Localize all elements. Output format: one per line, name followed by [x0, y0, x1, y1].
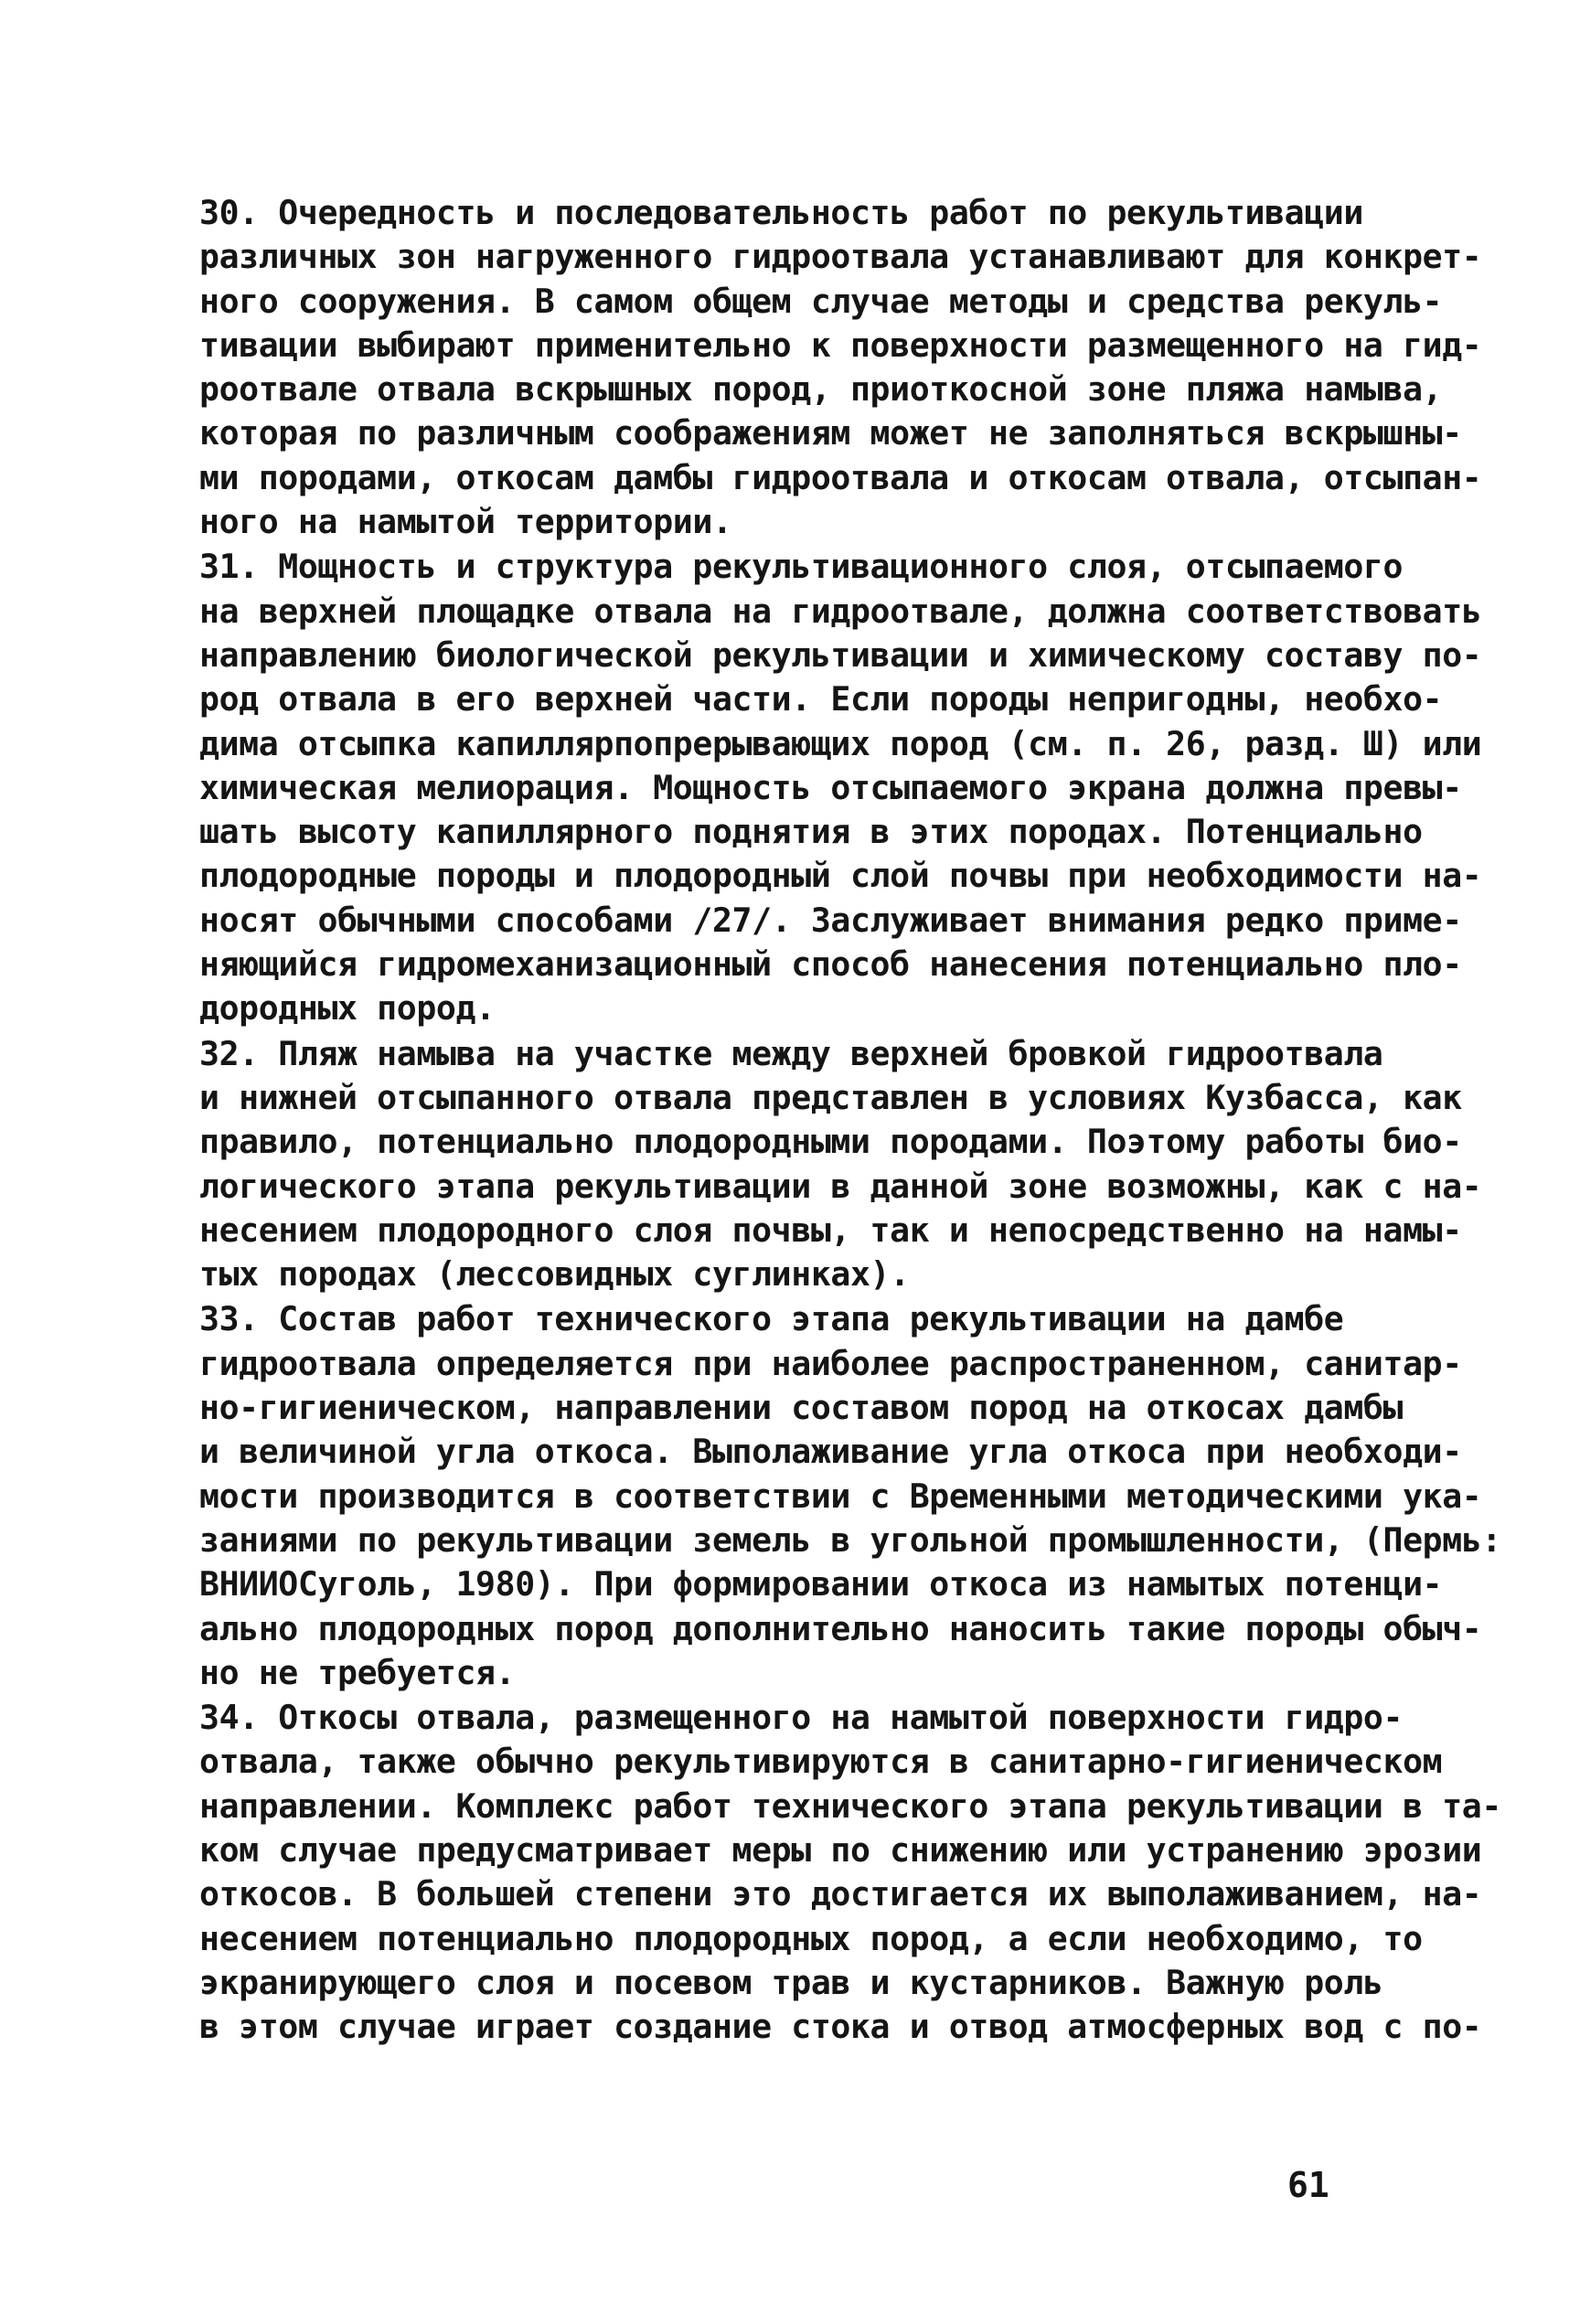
- text-line: тых породах (лессовидных суглинках).: [199, 1254, 910, 1295]
- text-line: заниями по рекультивации земель в угольной промышленности, (Пермь:: [199, 1519, 1501, 1560]
- text-line: 31. Мощность и структура рекультивационного слоя, отсыпаемого: [199, 547, 1404, 587]
- text-line: дородных пород.: [199, 988, 496, 1029]
- text-line: шать высоту капиллярного поднятия в этих породах. Потенциально: [199, 812, 1423, 852]
- paragraph-30: [199, 191, 1482, 544]
- text-line: направлению биологической рекультивации и химическому составу по-: [199, 634, 1482, 675]
- paragraph-33: [199, 1297, 1501, 1695]
- text-line: но-гигиеническом, направлении составом пород на откосах дамбы: [199, 1388, 1404, 1428]
- text-line: носят обычными способами /27/. Заслуживает внимания редко приме-: [199, 900, 1462, 940]
- text-line: ного сооружения. В самом общем случае методы и средства рекуль-: [199, 281, 1443, 321]
- text-line: тивации выбирают применительно к поверхности размещенного на гид-: [199, 325, 1482, 365]
- text-line: 32. Пляж намыва на участке между верхней бровкой гидроотвала: [199, 1033, 1383, 1073]
- text-line: ми породами, откосам дамбы гидроотвала и откосам отвала, отсыпан-: [199, 457, 1482, 497]
- text-line: 33. Состав работ технического этапа рекультивации на дамбе: [199, 1299, 1344, 1339]
- text-line: род отвала в его верхней части. Если породы непригодны, необхо-: [199, 679, 1443, 720]
- text-line: мости производится в соответствии с Временными методическими ука-: [199, 1476, 1482, 1516]
- text-line: на верхней площадке отвала на гидроотвале, должна соответствовать: [199, 591, 1482, 631]
- text-line: химическая мелиорация. Мощность отсыпаемого экрана должна превы-: [199, 767, 1462, 807]
- text-line: ально плодородных пород дополнительно наносить такие породы обыч-: [199, 1608, 1482, 1648]
- text-line: отвала, также обычно рекультивируются в санитарно-гигиеническом: [199, 1742, 1443, 1782]
- text-line: которая по различным соображениям может не заполняться вскрышны-: [199, 413, 1462, 453]
- text-line: логического этапа рекультивации в данной зоне возможны, как с на-: [199, 1166, 1482, 1206]
- text-line: в этом случае играет создание стока и отвод атмосферных вод с по-: [199, 2007, 1482, 2047]
- text-line: направлении. Комплекс работ технического этапа рекультивации в та-: [199, 1786, 1501, 1826]
- paragraph-34: [199, 1696, 1501, 2049]
- document-body: [199, 190, 1501, 2049]
- text-line: но не требуется.: [199, 1652, 516, 1692]
- text-line: дима отсыпка капиллярпопрерывающих пород (см. п. 26, разд. Ш) или: [199, 723, 1482, 763]
- page-number: 61: [1287, 2165, 1329, 2205]
- text-line: 30. Очередность и последовательность работ по рекультивации: [199, 193, 1363, 232]
- text-line: ВНИИОСуголь, 1980). При формировании откоса из намытых потенци-: [199, 1564, 1443, 1604]
- text-line: несением потенциально плодородных пород, а если необходимо, то: [199, 1918, 1423, 1958]
- text-line: ного на намытой территории.: [199, 502, 732, 542]
- paragraph-32: [199, 1032, 1482, 1297]
- text-line: правило, потенциально плодородными породами. Поэтому работы био-: [199, 1122, 1462, 1162]
- text-line: откосов. В большей степени это достигается их выполаживанием, на-: [199, 1874, 1482, 1914]
- text-line: ком случае предусматривает меры по снижению или устранению эрозии: [199, 1829, 1482, 1870]
- paragraph-31: [199, 545, 1482, 1030]
- text-line: несением плодородного слоя почвы, так и непосредственно на намы-: [199, 1210, 1462, 1250]
- text-line: 34. Откосы отвала, размещенного на намытой поверхности гидро-: [199, 1698, 1404, 1738]
- text-line: экранирующего слоя и посевом трав и кустарников. Важную роль: [199, 1962, 1383, 2002]
- text-line: няющийся гидромеханизационный способ нанесения потенциально пло-: [199, 944, 1462, 985]
- text-line: и величиной угла откоса. Выполаживание угла откоса при необходи-: [199, 1432, 1462, 1472]
- text-line: и нижней отсыпанного отвала представлен в условиях Кузбасса, как: [199, 1077, 1462, 1117]
- text-line: плодородные породы и плодородный слой почвы при необходимости на-: [199, 856, 1482, 896]
- text-line: гидроотвала определяется при наиболее распространенном, санитар-: [199, 1343, 1462, 1383]
- text-line: различных зон нагруженного гидроотвала устанавливают для конкрет-: [199, 237, 1482, 277]
- text-line: роотвале отвала вскрышных пород, приоткосной зоне пляжа намыва,: [199, 369, 1443, 410]
